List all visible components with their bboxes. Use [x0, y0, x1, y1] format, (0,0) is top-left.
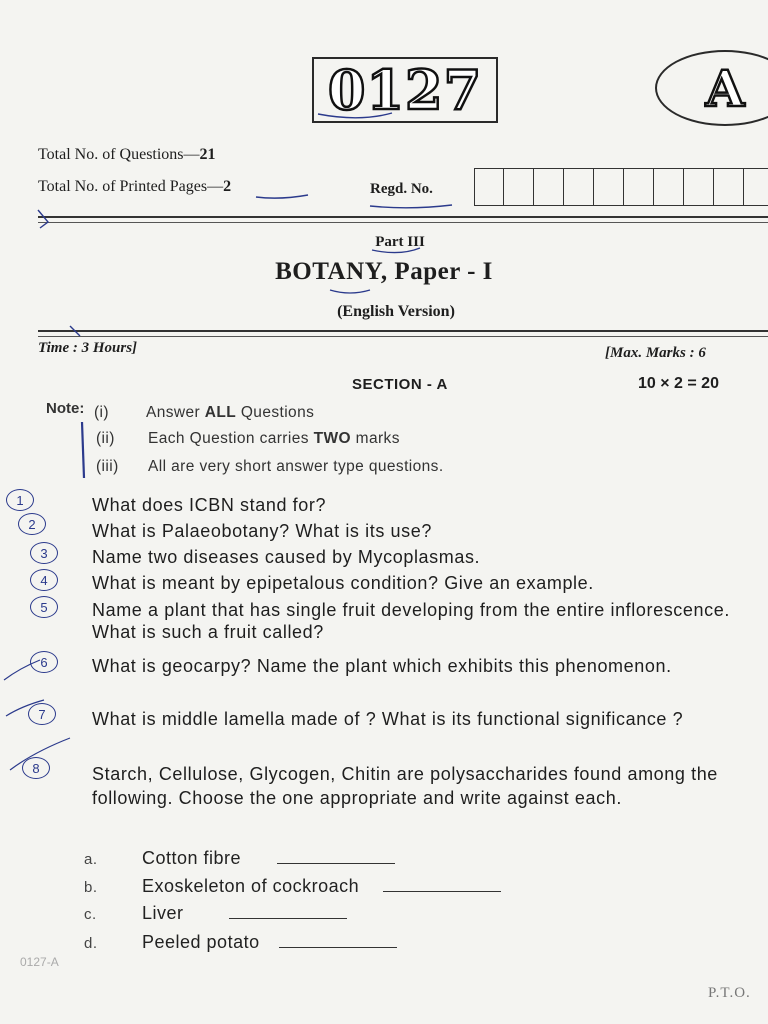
section-marks: 10 × 2 = 20	[638, 375, 719, 392]
question-number-circle: 5	[30, 596, 58, 618]
regd-number-boxes[interactable]	[474, 168, 768, 206]
question-text: What is geocarpy? Name the plant which exhibits this phenomenon.	[92, 656, 672, 676]
sub-item	[84, 848, 395, 869]
answer-blank[interactable]	[279, 935, 397, 948]
max-marks: [Max. Marks : 6	[605, 345, 706, 361]
tick-mark	[38, 210, 48, 228]
total-pages	[38, 178, 231, 196]
total-questions	[38, 146, 216, 164]
answer-blank[interactable]	[383, 879, 501, 892]
question-text: What is middle lamella made of ? What is its functional significance ?	[92, 709, 684, 729]
sub-item	[84, 876, 501, 897]
regd-digit-box[interactable]	[504, 168, 534, 206]
note-num: (ii)	[96, 430, 115, 447]
note-num: (i)	[94, 404, 109, 421]
note-text: Each Question carries	[148, 430, 314, 447]
regd-underline-mark	[370, 205, 452, 208]
note-item	[94, 404, 314, 422]
divider-mid-thin	[38, 336, 768, 337]
part-label: Part III	[375, 234, 425, 250]
regd-digit-box[interactable]	[714, 168, 744, 206]
note-item	[96, 430, 400, 448]
total-questions-label: Total No. of Questions—	[38, 146, 200, 163]
question-number-circle: 6	[30, 651, 58, 673]
total-pages-value: 2	[223, 178, 232, 195]
regd-digit-box[interactable]	[594, 168, 624, 206]
question-number-circle: 1	[6, 489, 34, 511]
note-emphasis: ALL	[204, 404, 237, 421]
sub-item-text: Peeled potato	[142, 932, 260, 952]
footer-paper-code: 0127-A	[20, 955, 59, 969]
question-text: What is Palaeobotany? What is its use?	[92, 521, 432, 541]
sub-item	[84, 932, 397, 953]
version-label: (English Version)	[337, 303, 455, 320]
divider-mid	[38, 330, 768, 332]
set-badge: A	[655, 50, 768, 126]
question-number-circle: 2	[18, 513, 46, 535]
note-text: All are very short answer type questions.	[148, 458, 444, 475]
total-questions-value: 21	[199, 146, 216, 163]
pto-label: P.T.O.	[708, 985, 751, 1001]
section-heading: SECTION - A	[352, 376, 448, 393]
pages-underline-mark	[256, 195, 308, 198]
sub-item	[84, 903, 347, 924]
question-number-circle: 3	[30, 542, 58, 564]
total-pages-label: Total No. of Printed Pages—	[38, 178, 224, 195]
regd-digit-box[interactable]	[624, 168, 654, 206]
question-number-circle: 7	[28, 703, 56, 725]
sub-item-letter: b.	[84, 879, 98, 896]
title-underline-mark	[330, 290, 370, 293]
question-text: What does ICBN stand for?	[92, 495, 327, 515]
divider-top	[38, 216, 768, 218]
note-text: marks	[350, 430, 400, 447]
regd-digit-box[interactable]	[684, 168, 714, 206]
question-text: What is meant by epipetalous condition? Give an example.	[92, 573, 594, 593]
sub-item-text: Cotton fibre	[142, 848, 242, 868]
question-number-circle: 8	[22, 757, 50, 779]
note-text: Questions	[236, 404, 315, 421]
question-number-circle: 4	[30, 569, 58, 591]
regd-digit-box[interactable]	[534, 168, 564, 206]
sub-item-letter: a.	[84, 851, 98, 868]
regd-digit-box[interactable]	[474, 168, 504, 206]
answer-blank[interactable]	[229, 906, 347, 919]
regd-digit-box[interactable]	[564, 168, 594, 206]
regd-label: Regd. No.	[370, 181, 433, 197]
paper-code: 0127	[312, 57, 498, 123]
note-label: Note:	[46, 400, 85, 417]
divider-top-thin	[38, 222, 768, 223]
sub-item-text: Exoskeleton of cockroach	[142, 876, 360, 896]
exam-time: Time : 3 Hours]	[38, 340, 138, 356]
note-bracket-mark	[82, 422, 84, 478]
note-item	[96, 458, 444, 476]
sub-item-letter: d.	[84, 935, 98, 952]
question-text: Name two diseases caused by Mycoplasmas.	[92, 547, 481, 567]
sub-item-letter: c.	[84, 906, 97, 923]
note-emphasis: TWO	[313, 430, 351, 447]
question-text: Starch, Cellulose, Glycogen, Chitin are polysaccharides found among the following. Choose the one appropriate and write against each.	[92, 764, 718, 808]
sub-item-text: Liver	[142, 903, 184, 923]
regd-digit-box[interactable]	[654, 168, 684, 206]
answer-blank[interactable]	[277, 851, 395, 864]
regd-digit-box[interactable]	[744, 168, 768, 206]
subject-title: BOTANY, Paper - I	[275, 258, 493, 285]
note-text: Answer	[146, 404, 205, 421]
note-num: (iii)	[96, 458, 119, 475]
question-text: Name a plant that has single fruit developing from the entire inflorescence. What is such a fruit called?	[92, 600, 730, 642]
